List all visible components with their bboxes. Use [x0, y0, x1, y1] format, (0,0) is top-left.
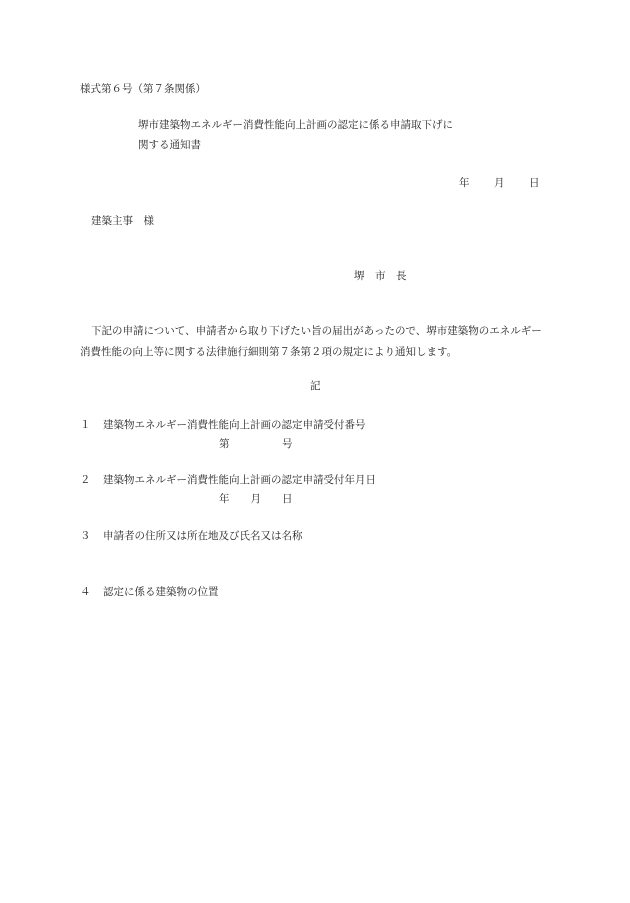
document-title-line2: 関する通知書: [138, 139, 201, 151]
item-number: ４: [80, 586, 91, 598]
form-label: 様式第６号（第７条関係）: [80, 83, 206, 95]
item-sub-value: 年 月 日: [219, 493, 293, 505]
item-number: ２: [80, 474, 91, 486]
item-label: 建築物エネルギー消費性能向上計画の認定申請受付年月日: [103, 474, 376, 486]
notice-body: 下記の申請について、申請者から取り下げたい旨の届出があったので、堺市建築物のエネルギー消費性能の向上等に関する法律施行細則第７条第２項の規定により通知します。: [80, 325, 542, 358]
ki-heading: 記: [310, 380, 321, 392]
sender-name: 堺 市 長: [354, 270, 407, 282]
addressee: 建築主事 様: [91, 215, 154, 227]
item-label: 認定に係る建築物の位置: [103, 586, 219, 598]
item-number: １: [80, 419, 91, 431]
item-sub-value: 第 号: [219, 438, 293, 450]
item-number: ３: [80, 530, 91, 542]
date-year: 年: [459, 177, 470, 189]
item-label: 申請者の住所又は所在地及び氏名又は名称: [103, 530, 303, 542]
item-label: 建築物エネルギー消費性能向上計画の認定申請受付番号: [103, 419, 366, 431]
date-day: 日: [529, 177, 540, 189]
date-month: 月: [494, 177, 505, 189]
document-title-line1: 堺市建築物エネルギー消費性能向上計画の認定に係る申請取下げに: [138, 119, 453, 131]
